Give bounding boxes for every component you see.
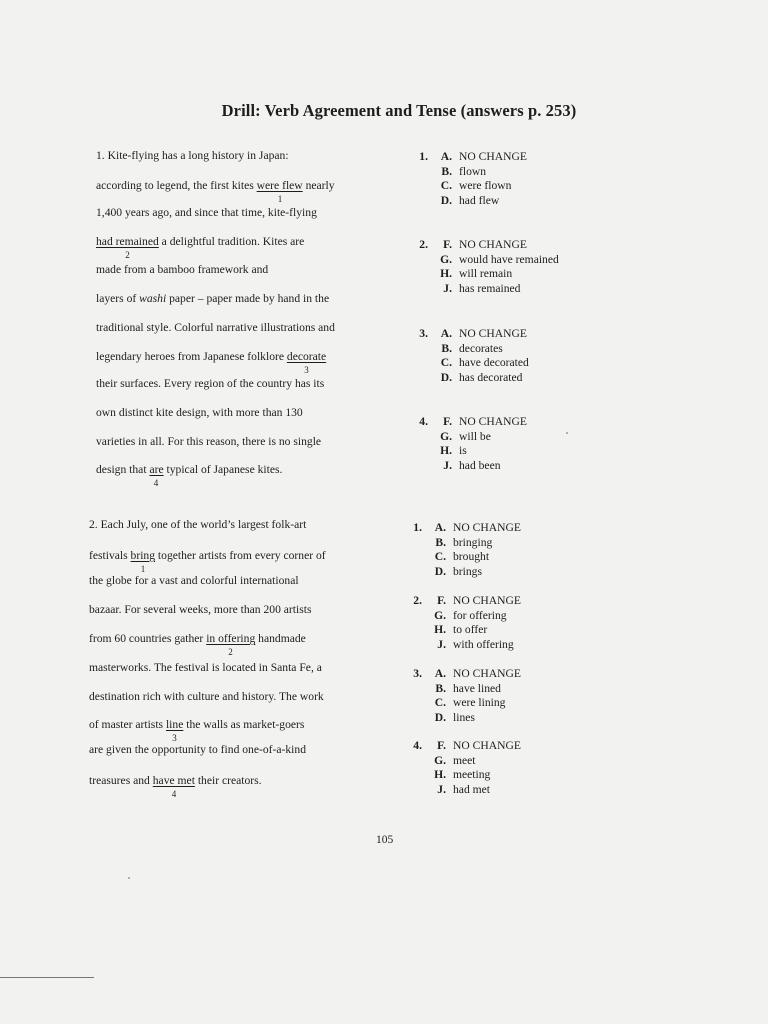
option-letter: B. [435,681,446,695]
passage-text: together artists from every corner of [155,549,326,562]
option-text: were lining [453,696,506,710]
question-reference-number: 2 [228,647,233,657]
question-number: 1. [413,521,422,534]
option-text: is [459,444,467,458]
question-reference-number: 3 [304,365,309,375]
passage-line [89,690,324,704]
passage-text: masterworks. The festival is located in Santa Fe, a [89,661,322,674]
passage-line [89,518,306,532]
passage-text: their creators. [194,774,262,787]
passage-text: varieties in all. For this reason, there is no single [96,435,322,448]
option-letter: C. [440,179,452,193]
passage-line [89,603,311,617]
passage-line [89,743,306,757]
passage-text: own distinct kite design, with more than 130 [96,406,303,419]
option-letter: C. [434,696,446,710]
option-letter: J. [437,638,446,652]
question-reference-number: 1 [140,564,146,574]
underlined-phrase: decorate [286,350,327,363]
option-text: had flew [459,194,500,208]
question-number: 3. [419,327,428,340]
passage-line [89,718,304,732]
question-reference-number: 1 [277,194,283,204]
option-letter: G. [434,753,446,767]
underlined-phrase: were flew [256,179,303,192]
passage-text: destination rich with culture and history. The work [89,690,324,703]
passage-line [96,321,335,335]
passage-line [89,774,262,788]
passage-line [96,292,329,306]
question-number: 2. [413,594,422,607]
question-number: 3. [413,667,422,680]
scan-speck [128,877,130,879]
option-text: have lined [453,681,501,695]
option-letter: H. [440,444,452,458]
option-letter: A. [440,150,452,163]
option-letter: D. [440,371,452,385]
passage-text: washi [139,292,167,305]
option-text: has decorated [459,371,523,385]
passage-text: typical of Japanese kites. [163,463,283,476]
option-letter: J. [443,459,452,473]
option-text: will be [459,429,491,443]
passage-text: nearly [302,179,335,192]
option-letter: J. [443,282,452,296]
passage-text: according to legend, the first kites [96,179,257,192]
underlined-phrase: line [165,718,184,731]
passage-text: 2. Each July, one of the world’s largest folk-art [89,518,307,531]
passage-text: made from a bamboo framework and [96,263,269,276]
option-text: for offering [453,608,507,622]
option-letter: F. [443,238,452,251]
option-letter: D. [434,711,446,725]
question-reference-number: 4 [153,478,159,488]
option-text: had been [459,459,501,473]
option-text: flown [459,164,487,178]
underlined-phrase: had remained [96,235,159,248]
passage-line [96,463,282,477]
passage-line [96,206,317,220]
option-letter: J. [437,783,446,797]
option-letter: A. [434,667,446,680]
scan-artifact-line [0,977,94,978]
option-text: NO CHANGE [453,739,521,752]
passage-text: of master artists [89,718,166,731]
option-text: NO CHANGE [453,667,521,680]
passage-text: the globe for a vast and colorful international [89,574,299,587]
passage-text: treasures and [89,774,153,787]
question-number: 4. [419,415,428,428]
option-text: have decorated [459,356,529,370]
option-text: were flown [459,179,512,193]
option-text: decorates [459,341,503,355]
passage-line [96,350,326,364]
underlined-phrase: in offering [206,632,256,645]
passage-text: layers of [96,292,140,305]
option-text: meet [453,753,476,767]
passage-line [96,377,324,391]
question-reference-number: 2 [125,250,130,260]
option-text: with offering [453,638,514,652]
passage-text: the walls as market-goers [183,718,305,731]
passage-text: from 60 countries gather [89,632,207,645]
option-letter: G. [440,252,452,266]
passage-line [89,574,299,588]
underlined-phrase: are [149,463,164,476]
question-number: 2. [419,238,428,251]
underlined-phrase: have met [152,774,195,787]
question-reference-number: 3 [172,733,177,743]
option-letter: B. [441,341,452,355]
passage-line [89,661,322,675]
option-letter: C. [440,356,452,370]
option-text: bringing [453,535,493,549]
option-text: NO CHANGE [453,594,521,607]
passage-text: their surfaces. Every region of the country has its [96,377,325,390]
option-text: NO CHANGE [453,521,521,534]
passage-text: festivals [89,549,131,562]
passage-line [96,435,321,449]
option-letter: F. [443,415,452,428]
option-text: NO CHANGE [459,238,527,251]
passage-text: traditional style. Colorful narrative illustrations and [96,321,335,334]
passage-line [96,406,303,420]
option-text: lines [453,711,475,725]
option-text: had met [453,783,491,797]
option-letter: H. [440,267,452,281]
passage-text: a delightful tradition. Kites are [158,235,305,248]
passage-line [96,263,268,277]
passage-text: handmade [255,632,306,645]
passage-text: paper – paper made by hand in the [166,292,330,305]
passage-line [96,179,335,193]
option-text: would have remained [459,252,559,266]
passage-text: are given the opportunity to find one-of-a-kind [89,743,306,756]
option-letter: F. [437,594,446,607]
passage-line [89,549,326,563]
passage-text: legendary heroes from Japanese folklore [96,350,287,363]
question-number: 4. [413,739,422,752]
option-text: NO CHANGE [459,150,527,163]
option-letter: H. [434,768,446,782]
page-number: 105 [376,834,394,846]
passage-text: design that [96,463,150,476]
passage-line [96,149,289,163]
option-letter: D. [434,565,446,579]
option-letter: D. [440,194,452,208]
option-letter: F. [437,739,446,752]
option-letter: G. [434,608,446,622]
option-letter: B. [435,535,446,549]
option-letter: C. [434,550,446,564]
passage-text: bazaar. For several weeks, more than 200 artists [89,603,312,616]
option-letter: A. [440,327,452,340]
option-letter: G. [440,429,452,443]
option-text: brings [453,565,482,579]
question-reference-number: 4 [171,789,177,799]
option-text: meeting [453,768,491,782]
option-letter: B. [441,164,452,178]
option-text: NO CHANGE [459,327,527,340]
option-text: brought [453,550,490,564]
option-text: has remained [459,282,521,296]
option-text: to offer [453,623,488,637]
option-text: will remain [459,267,513,281]
question-number: 1. [419,150,428,163]
underlined-phrase: bring [130,549,156,562]
option-letter: A. [434,521,446,534]
passage-line [89,632,306,646]
passage-text: 1,400 years ago, and since that time, kite-flying [96,206,317,219]
option-letter: H. [434,623,446,637]
passage-text: 1. Kite-flying has a long history in Japan: [96,149,289,162]
passage-line [96,235,304,249]
scan-speck [566,432,568,434]
page-title: Drill: Verb Agreement and Tense (answers p. 253) [221,101,577,120]
option-text: NO CHANGE [459,415,527,428]
